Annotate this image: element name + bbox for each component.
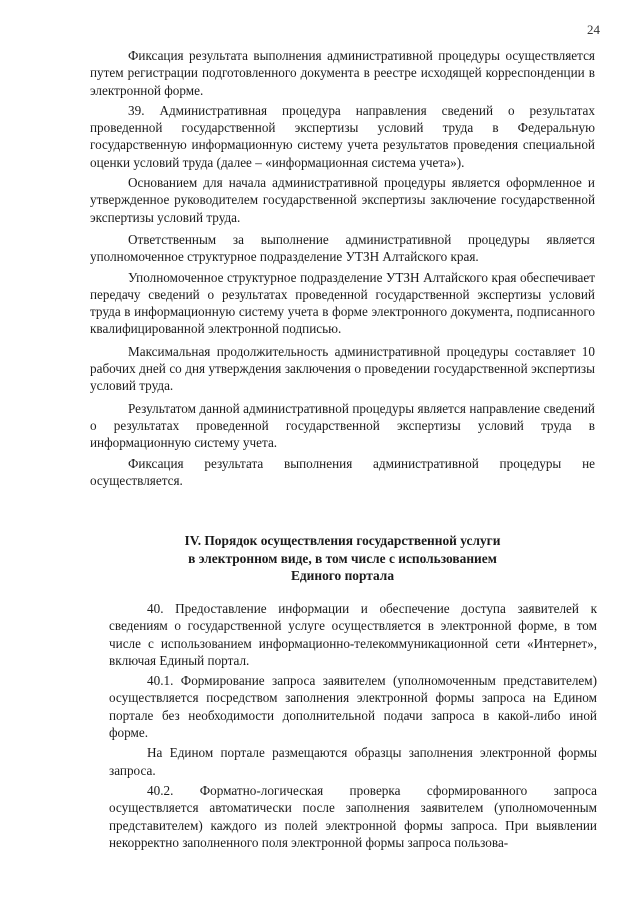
- paragraph: Максимальная продолжительность административной процедуры составляет 10 рабочих дней со дня утверждения заключения о проведении государственной экспертизы условий труда.: [90, 343, 595, 394]
- paragraph: Фиксация результата выполнения административной процедуры осуществляется путем регистрации подготовленного документа в реестре исходящей корреспонденции в электронной форме.: [90, 48, 595, 98]
- section-heading-line: IV. Порядок осуществления государственной услуги: [184, 533, 501, 548]
- paragraph: Результатом данной административной процедуры является направление сведений о результатах проведенной государственной экспертизы условий труда в информационную систему учета.: [90, 400, 595, 451]
- page-number: 24: [587, 22, 600, 37]
- paragraph: На Едином портале размещаются образцы заполнения электронной формы запроса.: [109, 745, 597, 778]
- paragraph: Основанием для начала административной процедуры является оформленное и утвержденное руководителем государственной экспертизы заключение государственной экспертизы условий труда.: [90, 175, 595, 225]
- body-text-upper: [90, 47, 595, 494]
- body-text-lower: [109, 600, 597, 856]
- section-heading-line: в электронном виде, в том числе с использованием: [188, 550, 497, 566]
- section-heading-line: Единого портала: [290, 568, 395, 583]
- section-heading: [90, 532, 595, 585]
- paragraph: 40. Предоставление информации и обеспечение доступа заявителей к сведениям о государственной услуге осуществляется в электронной форме, в том числе с использованием информационно-телекоммуникационной сети «Интернет», включая Единый портал.: [109, 601, 597, 668]
- paragraph: Ответственным за выполнение административной процедуры является уполномоченное структурное подразделение УТЗН Алтайского края.: [90, 231, 595, 265]
- paragraph: 40.1. Формирование запроса заявителем (уполномоченным представителем) осуществляется посредством заполнения электронной формы запроса на Едином портале без необходимости дополнительной подачи запроса в какой-либо иной форме.: [109, 673, 597, 741]
- paragraph: Уполномоченное структурное подразделение УТЗН Алтайского края обеспечивает передачу сведений о результатах проведенной государственной экспертизы условий труда в информационную систему учета в форме электронного документа, подписанного квалифицированной электронной подписью.: [90, 269, 595, 337]
- paragraph: Фиксация результата выполнения административной процедуры не осуществляется.: [90, 455, 595, 488]
- paragraph: 39. Административная процедура направления сведений о результатах проведенной государственной экспертизы условий труда в Федеральную государственную информационную систему учета результатов проведения специальной оценки условий труда (далее – «информационная система учета»).: [90, 102, 595, 170]
- paragraph: 40.2. Форматно-логическая проверка сформированного запроса осуществляется автоматически после заполнения заявителем (уполномоченным представителем) каждого из полей электронной формы запроса. При выявлении некорректно заполненного поля электронной формы запроса пользова-: [109, 782, 597, 850]
